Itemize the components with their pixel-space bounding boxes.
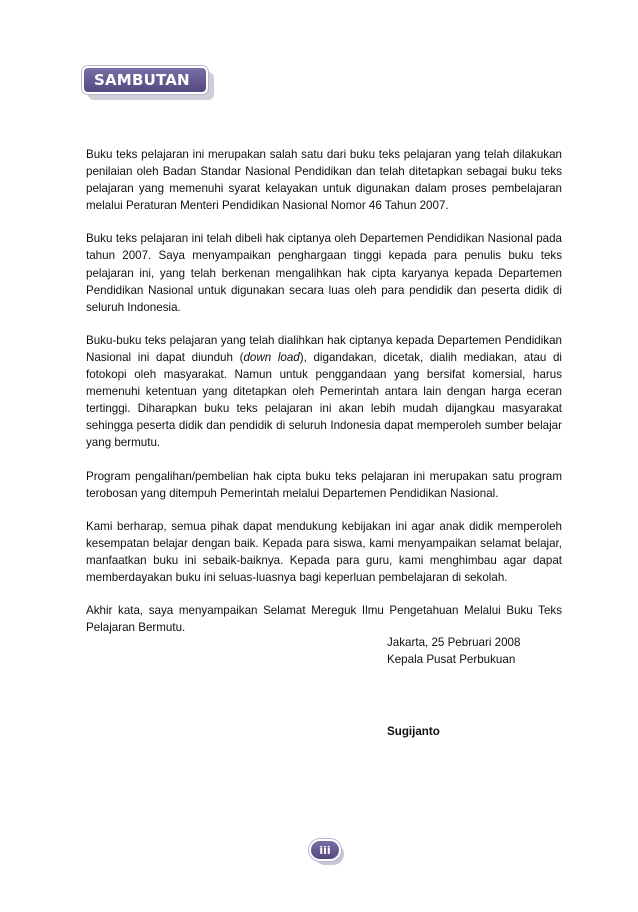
paragraph-1: Buku teks pelajaran ini merupakan salah satu dari buku teks pelajaran yang telah dilakukan penilaian oleh Badan Standar Nasional Pendidikan dan telah ditetapkan sebagai buku teks pelajaran yang memenuhi syarat kelayakan untuk digunakan dalam proses pembelajaran melalui Peraturan Menteri Pendidikan Nasional Nomor 46 Tahun 2007. — [86, 148, 562, 213]
badge-box — [82, 66, 208, 94]
body-text — [86, 146, 562, 636]
paragraph-3-italic: down load — [243, 350, 300, 364]
page-number: iii — [309, 839, 341, 861]
section-badge — [82, 66, 216, 102]
paragraph-4: Program pengalihan/pembelian hak cipta buku teks pelajaran ini merupakan satu program terobosan yang ditempuh Pemerintah melalui Departemen Pendidikan Nasional. — [86, 469, 562, 500]
paragraph-3-part-2: ), digandakan, dicetak, dialih mediakan, atau di fotokopi oleh masyarakat. Namun untuk penggandaan yang bersifat komersial, harus memenuhi ketentuan yang ditetapkan oleh Pemerintah antara lain dengan harga eceran tertinggi. Diharapkan buku teks pelajaran ini akan lebih mudah dijangkau masyarakat sehingga peserta didik dan pendidik di seluruh Indonesia dapat memperoleh sumber belajar yang bermutu. — [86, 350, 563, 450]
paragraph-6: Akhir kata, saya menyampaikan Selamat Mereguk Ilmu Pengetahuan Melalui Buku Teks Pelajaran Bermutu. — [86, 604, 562, 635]
paragraph-2: Buku teks pelajaran ini telah dibeli hak ciptanya oleh Departemen Pendidikan Nasional pada tahun 2007. Saya menyampaikan penghargaan tinggi kepada para penulis buku teks pelajaran ini, yang telah berkenan mengalihkan hak cipta karyanya kepada Departemen Pendidikan Nasional untuk digunakan secara luas oleh para pendidik dan peserta didik di seluruh Indonesia. — [86, 232, 562, 314]
signer-title: Kepala Pusat Perbukuan — [387, 653, 516, 666]
section-title: SAMBUTAN — [94, 71, 190, 89]
paragraph-3-part-1: Buku-buku teks pelajaran yang telah dialihkan hak ciptanya kepada Departemen Pendidikan Nasional ini dapat diunduh ( — [86, 333, 562, 364]
page-number-badge — [309, 839, 347, 867]
paragraph-5: Kami berharap, semua pihak dapat mendukung kebijakan ini agar anak didik memperoleh kesempatan belajar dengan baik. Kepada para siswa, kami menyampaikan selamat belajar, manfaatkan buku ini sebaik-baiknya. Kepada para guru, kami menghimbau agar dapat memberdayakan buku ini seluas-luasnya bagi keperluan pembelajaran di sekolah. — [86, 519, 562, 584]
signer-name: Sugijanto — [387, 725, 440, 738]
paragraph-3 — [86, 332, 562, 452]
place-date: Jakarta, 25 Pebruari 2008 — [387, 636, 521, 649]
